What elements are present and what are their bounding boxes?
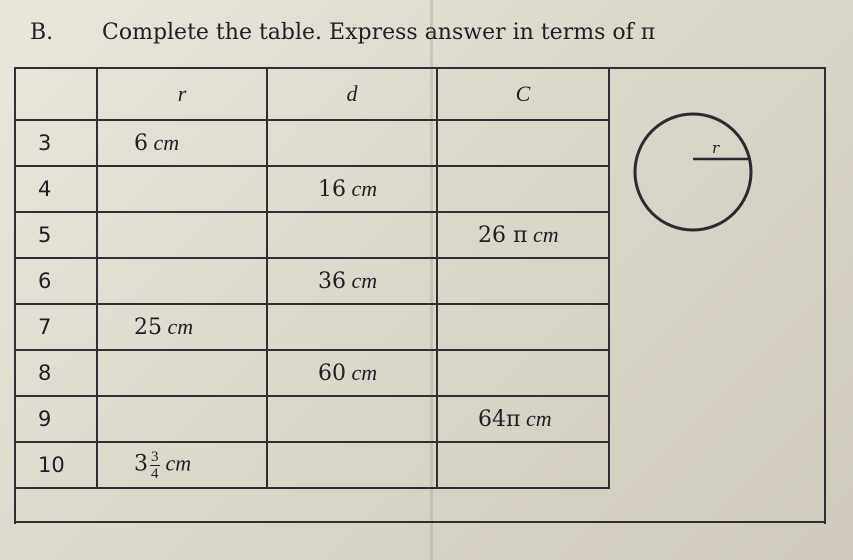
radius-fraction	[150, 449, 160, 482]
row-number: 3	[15, 120, 97, 166]
circumference-cell[interactable]	[437, 212, 609, 258]
radius-cell[interactable]	[97, 442, 267, 488]
diameter-unit: cm	[351, 268, 378, 293]
header-c: C	[437, 68, 609, 120]
sheet-bottom-border	[14, 521, 826, 523]
radius-cell[interactable]	[97, 304, 267, 350]
diameter-cell[interactable]	[267, 166, 437, 212]
diameter-value: 16	[318, 177, 346, 202]
radius-unit: cm	[165, 450, 192, 476]
row-number: 5	[15, 212, 97, 258]
worksheet-table	[14, 67, 610, 489]
table-row	[15, 442, 609, 488]
circumference-cell[interactable]	[437, 350, 609, 396]
circumference-cell[interactable]	[437, 258, 609, 304]
radius-unit: cm	[167, 314, 194, 339]
table-row	[15, 166, 609, 212]
header-blank	[15, 68, 97, 120]
radius-cell[interactable]	[97, 212, 267, 258]
diameter-unit: cm	[351, 360, 378, 385]
radius-cell[interactable]	[97, 166, 267, 212]
diameter-cell[interactable]	[267, 212, 437, 258]
section-label: B.	[30, 20, 54, 45]
circumference-cell[interactable]	[437, 166, 609, 212]
circumference-value: 64π	[478, 407, 521, 432]
fraction-numerator: 3	[151, 448, 159, 465]
circumference-unit: cm	[525, 406, 552, 431]
radius-cell[interactable]	[97, 396, 267, 442]
fraction-denominator: 4	[151, 465, 159, 482]
table-row	[15, 258, 609, 304]
table-row	[15, 396, 609, 442]
row-number: 10	[15, 442, 97, 488]
table-row	[15, 212, 609, 258]
radius-cell[interactable]	[97, 120, 267, 166]
diameter-value: 60	[318, 361, 346, 386]
circumference-unit: cm	[532, 222, 559, 247]
circumference-cell[interactable]	[437, 396, 609, 442]
radius-value: 6	[134, 131, 148, 156]
header-row	[15, 68, 609, 120]
radius-cell[interactable]	[97, 350, 267, 396]
diameter-cell[interactable]	[267, 396, 437, 442]
table-row	[15, 304, 609, 350]
row-number: 9	[15, 396, 97, 442]
diameter-cell[interactable]	[267, 120, 437, 166]
diameter-cell[interactable]	[267, 304, 437, 350]
radius-value: 25	[134, 315, 162, 340]
diameter-cell[interactable]	[267, 442, 437, 488]
diameter-unit: cm	[351, 176, 378, 201]
circumference-value: 26 π	[478, 223, 528, 248]
diameter-value: 36	[318, 269, 346, 294]
radius-cell[interactable]	[97, 258, 267, 304]
row-number: 7	[15, 304, 97, 350]
circumference-cell[interactable]	[437, 304, 609, 350]
diameter-cell[interactable]	[267, 350, 437, 396]
radius-label: r	[712, 139, 720, 157]
radius-whole: 3	[134, 451, 148, 477]
row-number: 6	[15, 258, 97, 304]
section-instruction: Complete the table. Express answer in terms of π	[102, 20, 656, 45]
header-r: r	[97, 68, 267, 120]
row-number: 4	[15, 166, 97, 212]
radius-unit: cm	[153, 130, 180, 155]
circumference-cell[interactable]	[437, 120, 609, 166]
diameter-cell[interactable]	[267, 258, 437, 304]
table-row	[15, 350, 609, 396]
circle-radius-diagram	[630, 112, 756, 232]
header-d: d	[267, 68, 437, 120]
row-number: 8	[15, 350, 97, 396]
circumference-cell[interactable]	[437, 442, 609, 488]
table-row	[15, 120, 609, 166]
circle-outline	[635, 114, 751, 230]
